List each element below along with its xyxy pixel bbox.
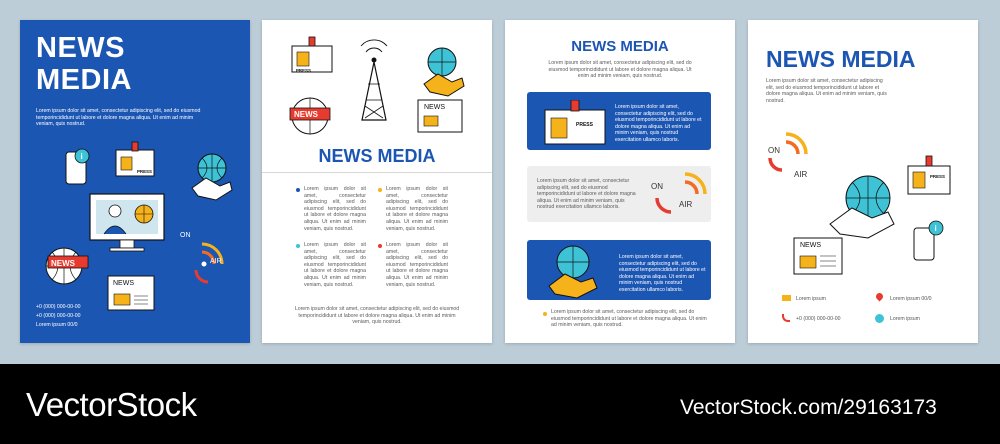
tablet-info-icon — [914, 221, 943, 260]
handshake-globe-icon — [830, 176, 894, 238]
news-label: NEWS — [294, 110, 318, 119]
cover-intro-text: Lorem ipsum dolor sit amet, consectetur adipiscing elit, sed do eiusmod temporincididunt ut labore et dolore magna aliqua. Ut enim ad minim veniam, quis nostrud. — [36, 108, 201, 128]
contact-address: Lorem ipsum 00/0 — [890, 296, 932, 302]
air-label: AIR — [794, 170, 808, 179]
on-label: ON — [180, 232, 191, 239]
column-text-3: Lorem ipsum dolor sit amet, consectetur adipiscing elit, sed do eiusmod temporincididunt ut labore et dolore magna aliqua. Ut enim ad minim veniam, quis nostrud. — [304, 242, 366, 288]
page3-footer-text: Lorem ipsum dolor sit amet, consectetur adipiscing elit, sed do eiusmod temporincididunt ut labore et dolore magna aliqua. Ut enim ad minim veniam, quis nostrud. — [551, 309, 707, 329]
page4-illustration — [748, 128, 978, 278]
phone-icon — [782, 314, 790, 322]
feature-card-on-air — [527, 166, 711, 222]
news-label: NEWS — [51, 259, 75, 268]
bullet-dot — [296, 188, 300, 192]
card-text-3: Lorem ipsum dolor sit amet, consectetur adipiscing elit, sed do eiusmod temporincididunt ut labore et dolore magna aliqua. Ut enim ad minim veniam, quis nostrud exercitation ullamco laboris. — [619, 254, 706, 293]
cover-phone-1: +0 (000) 000-00-00 — [36, 304, 81, 310]
svg-text:i: i — [934, 224, 937, 233]
divider — [262, 172, 492, 173]
handshake-globe-icon — [424, 48, 464, 96]
cover-phone-2: +0 (000) 000-00-00 — [36, 313, 81, 319]
cover-address: Lorem ipsum 00/0 — [36, 322, 78, 328]
cover-title-media: MEDIA — [36, 64, 132, 96]
brochure-page-3 — [505, 20, 735, 343]
bullet-dot — [378, 188, 382, 192]
on-air-icon — [649, 170, 707, 218]
on-label: ON — [651, 182, 663, 191]
bullet-dot — [543, 312, 547, 316]
air-label: AIR — [679, 200, 693, 209]
contact-email: Lorem ipsum — [796, 296, 826, 302]
page3-intro-text: Lorem ipsum dolor sit amet, consectetur adipiscing elit, sed do eiusmod temporincididunt ut labore et dolore magna aliqua. Ut enim ad minim veniam, quis nostrud. — [548, 60, 692, 80]
bullet-dot — [296, 244, 300, 248]
handshake-globe-icon — [192, 154, 232, 200]
page4-intro-text: Lorem ipsum dolor sit amet, consectetur adipiscing elit, sed do eiusmod temporincididunt ut labore et dolore magna aliqua. Ut enim ad minim veniam, quis nostrud. — [766, 78, 887, 104]
newspaper-label: NEWS — [800, 242, 821, 249]
location-pin-icon — [875, 292, 885, 302]
feature-card-partnership — [527, 240, 711, 300]
cover-illustration — [20, 138, 250, 318]
brochure-page-cover — [20, 20, 250, 343]
brochure-page-2 — [262, 20, 492, 343]
column-text-1: Lorem ipsum dolor sit amet, consectetur adipiscing elit, sed do eiusmod temporincididunt ut labore et dolore magna aliqua. Ut enim ad minim veniam, quis nostrud. — [304, 186, 366, 232]
press-label: PRESS — [576, 122, 593, 128]
bullet-dot — [378, 244, 382, 248]
press-badge-icon — [292, 37, 332, 72]
column-text-4: Lorem ipsum dolor sit amet, consectetur adipiscing elit, sed do eiusmod temporincididunt ut labore et dolore magna aliqua. Ut enim ad minim veniam, quis nostrud. — [386, 242, 448, 288]
brochure-page-4 — [748, 20, 978, 343]
newspaper-label: NEWS — [424, 104, 445, 111]
column-text-2: Lorem ipsum dolor sit amet, consectetur adipiscing elit, sed do eiusmod temporincididunt ut labore et dolore magna aliqua. Ut enim ad minim veniam, quis nostrud. — [386, 186, 448, 232]
press-label: PRESS — [296, 68, 311, 73]
radio-tower-icon — [361, 40, 387, 120]
envelope-icon — [782, 295, 791, 301]
page3-title: NEWS MEDIA — [571, 38, 669, 55]
page4-title: NEWS MEDIA — [766, 46, 916, 72]
on-label: ON — [768, 146, 780, 155]
contact-phone: +0 (000) 000-00-00 — [796, 316, 841, 322]
page2-footer-text: Lorem ipsum dolor sit amet, consectetur adipiscing elit, sed do eiusmod temporincididunt ut labore et dolore magna aliqua. Ut enim ad minim veniam, quis nostrud. — [294, 306, 460, 326]
card-text-2: Lorem ipsum dolor sit amet, consectetur adipiscing elit, sed do eiusmod temporincididunt ut labore et dolore magna aliqua. Ut enim ad minim veniam, quis nostrud exercitation ullamco laboris. — [537, 178, 636, 211]
feature-card-press — [527, 92, 711, 150]
monitor-anchor-icon — [90, 194, 164, 251]
press-label: PRESS — [930, 174, 945, 179]
watermark-url: VectorStock.com/29163173 — [680, 396, 937, 419]
card-text-1: Lorem ipsum dolor sit amet, consectetur adipiscing elit, sed do eiusmod temporincididunt ut labore et dolore magna aliqua. Ut enim ad minim veniam, quis nostrud exercitation ullamco laboris. — [615, 104, 702, 143]
handshake-globe-icon — [537, 242, 611, 300]
contact-web: Lorem ipsum — [890, 316, 920, 322]
tablet-info-icon — [66, 149, 89, 184]
cover-title-news: NEWS — [36, 32, 125, 64]
newspaper-label: NEWS — [113, 280, 134, 287]
press-label: PRESS — [137, 169, 152, 174]
web-globe-icon — [875, 314, 884, 323]
svg-text:i: i — [80, 152, 83, 161]
page2-title: NEWS MEDIA — [318, 146, 436, 166]
watermark-brand: VectorStock — [26, 386, 197, 423]
air-label: AIR — [210, 258, 222, 265]
